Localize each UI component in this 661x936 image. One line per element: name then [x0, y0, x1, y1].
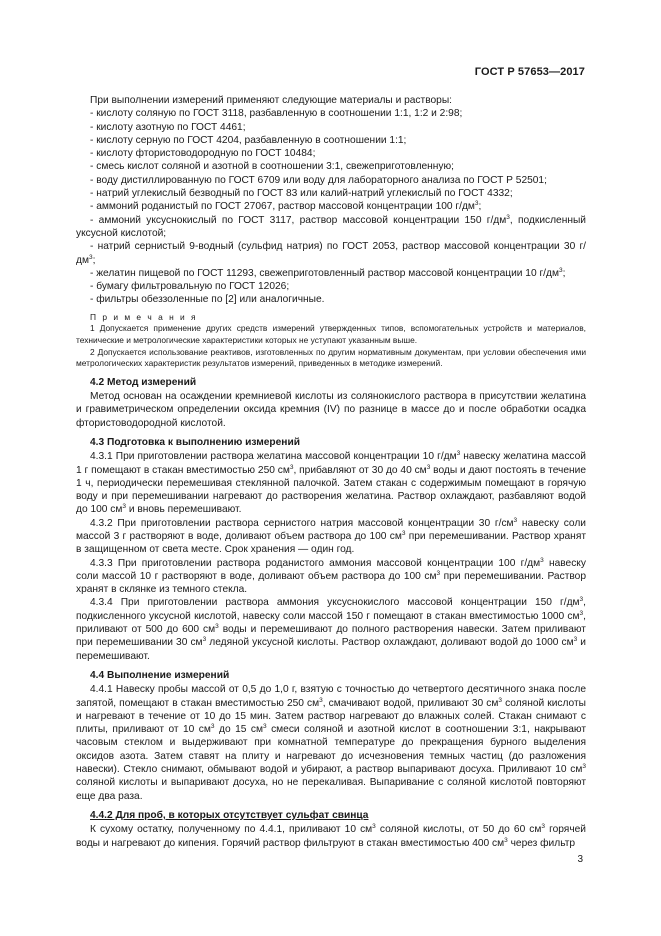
list-item: - кислоту соляную по ГОСТ 3118, разбавленную в соотношении 1:1, 1:2 и 2:98; [90, 108, 463, 120]
list-item: - желатин пищевой по ГОСТ 11293, свежеприготовленный раствор массовой концентрации 10 $г/дм^3$; [90, 266, 566, 279]
section-title-4-3: 4.3 Подготовка к выполнению измерений [90, 436, 300, 448]
paragraph-4-3-4: 4.3.4 При приготовлении раствора аммония уксуснокислого массовой концентрации 150 $г/дм^3$, подкисленного уксусной кислотой, навеску соли массой 150 г помещают в стакан вместимостью 1000 $см^3$, приливают от 500 до 600 $см^3$ воды и перемешивают до полного растворения навески. Затем приливают при перемешивании 30 $см^3$ ледяной уксусной кислоты. Раствор охлаждают, доливают водой до 1000 $см^3$ и перемешивают. [76, 596, 587, 662]
list-item: - фильтры обеззоленные по [2] или аналогичные. [90, 294, 325, 306]
notes-title: П р и м е ч а н и я [90, 311, 198, 322]
section-title-4-2: 4.2 Метод измерений [90, 376, 197, 388]
paragraph-4-3-3: 4.3.3 При приготовлении раствора роданистого аммония массовой концентрации 100 $г/дм^3$ навеску соли массой 10 г растворяют в воде, доливают объем раствора до 100 $см^3$ при перемешивании. Раствор хранят в склянке из темного стекла. [76, 556, 586, 596]
note-2: 2 Допускается использование реактивов, изготовленных по другим нормативным документам, при условии обеспечения ими метрологических характеристик результатов измерений, приведенных в методике измерений. [76, 346, 586, 369]
section-4-2-text: Метод основан на осаждении кремниевой кислоты из солянокислого раствора в присутствии желатина и гравиметрическом определении оксида кремния (IV) по разнице в массе до и после обработки осадка фтористоводородной кислотой. [76, 391, 586, 429]
document-id: ГОСТ Р 57653—2017 [474, 66, 585, 78]
note-1: 1 Допускается применение других средств измерений утвержденных типов, вспомогательных устройств и материалов, технические и метрологические характеристики которых не уступают указанным выше. [76, 323, 586, 345]
materials-intro: При выполнении измерений применяют следующие материалы и растворы: [90, 95, 452, 106]
list-item: - смесь кислот соляной и азотной в соотношении 3:1, свежеприготовленную; [90, 161, 454, 173]
list-item: - аммоний роданистый по ГОСТ 27067, раствор массовой концентрации 100 $г/дм^3$; [90, 200, 482, 213]
page-number: 3 [577, 854, 583, 865]
body-text [76, 94, 586, 850]
paragraph-4-4-1: 4.4.1 Навеску пробы массой от 0,5 до 1,0 г, взятую с точностью до четвертого десятичного знака после запятой, помещают в стакан вместимостью 250 $см^3$, смачивают водой, приливают 30 $см^3$ соляной кислоты и нагревают в течение от 10 до 15 мин. Затем раствор нагревают до влажных солей. Стакан снимают с плиты, приливают от 10 $см^3$ до 15 $см^3$ смеси соляной и азотной кислот в соотношении 3:1, накрывают часовым стеклом и выдерживают при комнатной температуре до прекращения бурного выделения оксидов азота. Затем ставят на плиту и нагревают до исчезновения темных частиц (до разложения навески). Стекло снимают, обмывают водой и убирают, а раствор выпаривают досуха. Приливают 10 $см^3$ соляной кислоты и выпаривают досуха, но не перекаливая. Выпаривание с соляной кислотой повторяют еще два раза. [76, 684, 587, 802]
list-item: - натрий углекислый безводный по ГОСТ 83 или калий-натрий углекислый по ГОСТ 4332; [90, 188, 513, 200]
list-item: - бумагу фильтровальную по ГОСТ 12026; [90, 281, 290, 293]
subsection-title-4-4-2: 4.4.2 Для проб, в которых отсутствует сульфат свинца [90, 809, 369, 821]
paragraph-4-4-2: К сухому остатку, полученному по 4.4.1, приливают 10 $см^3$ соляной кислоты, от 50 до 60 $см^3$ горячей воды и нагревают до кипения. Горячий раствор фильтруют в стакан вместимостью 400 $см^3$ через фильтр [76, 823, 586, 849]
paragraph-4-3-1: 4.3.1 При приготовлении раствора желатина массовой концентрации 10 $г/дм^3$ навеску желатина массой 1 г помещают в стакан вместимостью 250 $см^3$, прибавляют от 30 до 40 $см^3$ воды и дают постоять в течение 1 ч, периодически перемешивая стеклянной палочкой. Затем стакан с содержимым помещают в горячую воду и при перемешивании нагревают до растворения желатина. Раствор охлаждают, разбавляют водой до 100 $см^3$ и вновь перемешивают. [76, 450, 586, 516]
paragraph-4-3-2: 4.3.2 При приготовлении раствора сернистого натрия массовой концентрации 30 $г/см^3$ навеску соли массой 3 г растворяют в воде, доливают объем раствора до 100 $см^3$ при перемешивании. Раствор хранят в защищенном от света месте. Срок хранения — один год. [76, 516, 586, 556]
list-item: - кислоту серную по ГОСТ 4204, разбавленную в соотношении 1:1; [90, 134, 407, 146]
section-title-4-4: 4.4 Выполнение измерений [90, 669, 230, 681]
list-item: - аммоний уксуснокислый по ГОСТ 3117, раствор массовой концентрации 150 $г/дм^3$, подкисленный уксусной кислотой; [76, 213, 586, 239]
list-item: - натрий сернистый 9-водный (сульфид натрия) по ГОСТ 2053, раствор массовой концентрации 30 $г/дм^3$; [76, 241, 586, 266]
list-item: - воду дистиллированную по ГОСТ 6709 или воду для лабораторного анализа по ГОСТ Р 52501; [90, 174, 547, 186]
list-item: - кислоту фтористоводородную по ГОСТ 10484; [90, 148, 316, 160]
list-item: - кислоту азотную по ГОСТ 4461; [90, 121, 246, 133]
